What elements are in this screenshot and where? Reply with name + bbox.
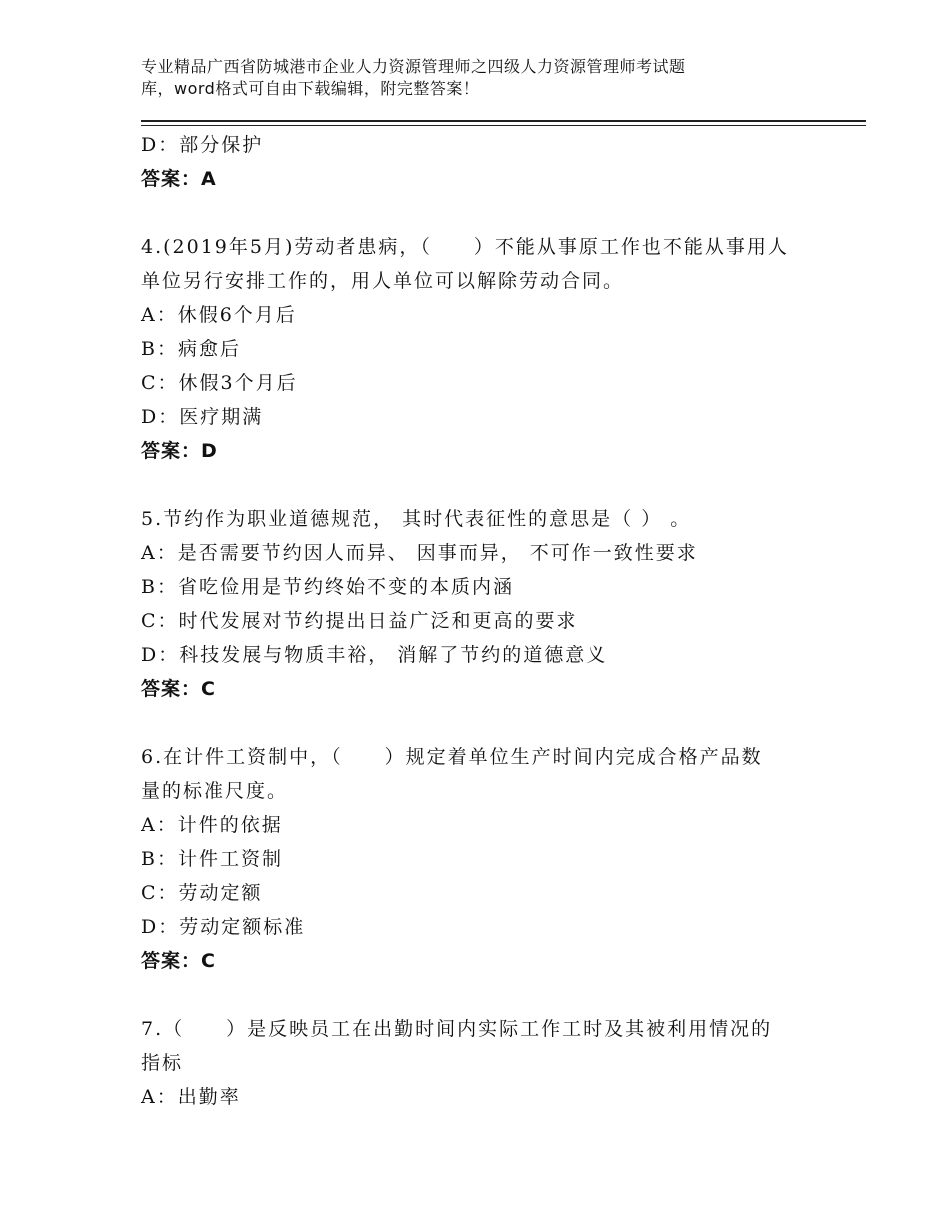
spacer xyxy=(141,706,831,740)
option-c: C：休假3个月后 xyxy=(141,372,298,394)
question-7 xyxy=(141,1012,831,1114)
question-stem: 5.节约作为职业道德规范， 其时代表征性的意思是（ ） 。 xyxy=(141,508,692,530)
question-stem: 6.在计件工资制中，（ ）规定着单位生产时间内完成合格产品数 xyxy=(141,746,763,768)
document-header xyxy=(141,56,841,100)
option-a: A：计件的依据 xyxy=(141,814,283,836)
spacer xyxy=(141,196,831,230)
question-4 xyxy=(141,230,831,468)
option-c: C：时代发展对节约提出日益广泛和更高的要求 xyxy=(141,610,578,632)
question-stem: 单位另行安排工作的，用人单位可以解除劳动合同。 xyxy=(141,270,625,292)
header-line-2: 库，word格式可自由下载编辑，附完整答案！ xyxy=(141,79,480,98)
answer: 答案：D xyxy=(141,440,218,462)
question-3-tail xyxy=(141,128,831,196)
header-rule-thick xyxy=(141,120,866,122)
option-a: A：休假6个月后 xyxy=(141,304,297,326)
question-stem: 4.(2019年5月)劳动者患病，（ ）不能从事原工作也不能从事用人 xyxy=(141,236,789,258)
answer: 答案：C xyxy=(141,678,216,700)
spacer xyxy=(141,978,831,1012)
option-a: A：出勤率 xyxy=(141,1086,241,1108)
question-stem: 指标 xyxy=(141,1052,184,1074)
question-stem: 7.（ ）是反映员工在出勤时间内实际工作工时及其被利用情况的 xyxy=(141,1018,773,1040)
question-5 xyxy=(141,502,831,706)
spacer xyxy=(141,468,831,502)
answer: 答案：A xyxy=(141,168,217,190)
question-6 xyxy=(141,740,831,978)
option-d: D：部分保护 xyxy=(141,134,264,156)
option-b: B：病愈后 xyxy=(141,338,241,360)
answer: 答案：C xyxy=(141,950,216,972)
option-d: D：医疗期满 xyxy=(141,406,264,428)
option-b: B：计件工资制 xyxy=(141,848,283,870)
option-b: B：省吃俭用是节约终始不变的本质内涵 xyxy=(141,576,514,598)
option-d: D：科技发展与物质丰裕， 消解了节约的道德意义 xyxy=(141,644,608,666)
option-a: A：是否需要节约因人而异、 因事而异， 不可作一致性要求 xyxy=(141,542,698,564)
option-c: C：劳动定额 xyxy=(141,882,263,904)
question-stem: 量的标准尺度。 xyxy=(141,780,289,802)
header-rule-thin xyxy=(141,125,866,126)
document-body xyxy=(141,128,831,1114)
option-d: D：劳动定额标准 xyxy=(141,916,306,938)
header-line-1: 专业精品广西省防城港市企业人力资源管理师之四级人力资源管理师考试题 xyxy=(141,57,686,76)
